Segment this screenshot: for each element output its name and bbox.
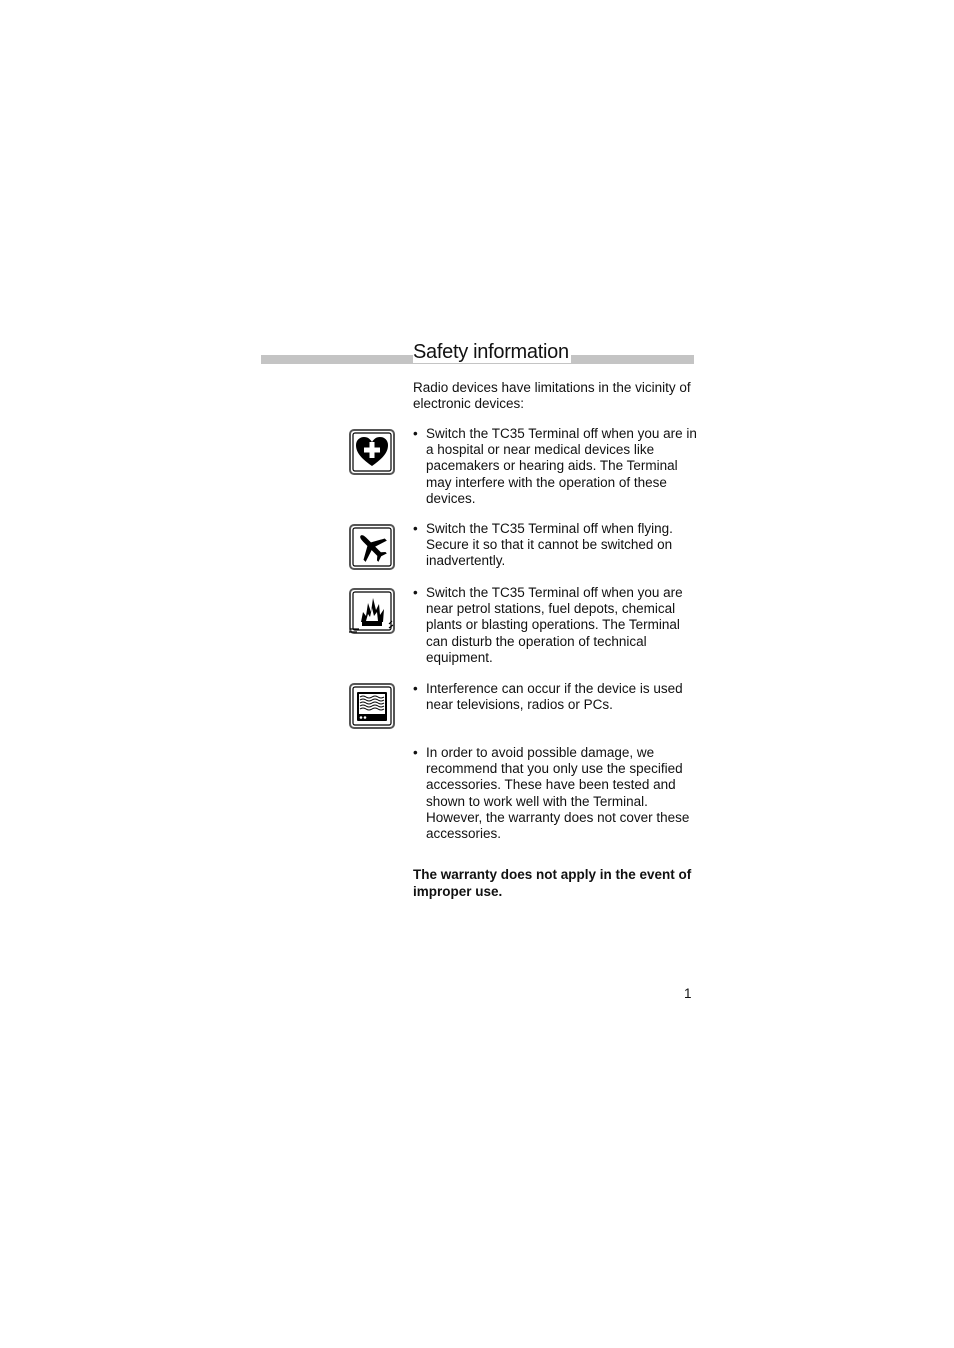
page-number: 1	[684, 986, 692, 1001]
page-title: Safety information	[413, 341, 569, 363]
airplane-icon	[349, 524, 395, 570]
bullet-symbol: •	[413, 585, 418, 600]
television-icon	[349, 683, 395, 729]
list-item-text: Interference can occur if the device is used near televisions, radios or PCs.	[426, 681, 683, 713]
list-item	[413, 585, 698, 666]
medical-heart-icon	[349, 429, 395, 475]
intro-text: Radio devices have limitations in the vicinity of electronic devices:	[413, 380, 691, 412]
bullet-symbol: •	[413, 521, 418, 536]
list-item-text: Switch the TC35 Terminal off when flying. Secure it so that it cannot be switched on inadvertently.	[426, 521, 673, 569]
warranty-warning: The warranty does not apply in the event of improper use.	[413, 867, 692, 899]
bullet-symbol: •	[413, 681, 418, 696]
list-item	[413, 681, 698, 713]
list-item	[413, 745, 698, 842]
bullet-symbol: •	[413, 426, 418, 441]
list-item	[413, 426, 698, 507]
bullet-symbol: •	[413, 745, 418, 760]
list-item	[413, 521, 698, 570]
explosion-fire-icon	[349, 588, 395, 634]
list-item-text: Switch the TC35 Terminal off when you are near petrol stations, fuel depots, chemical plants or blasting operations. The Terminal can disturb the operation of technical equipment.	[426, 585, 683, 665]
list-item-text: In order to avoid possible damage, we recommend that you only use the specified accessories. These have been tested and shown to work well with the Terminal. However, the warranty does not cover these accessories.	[426, 745, 690, 842]
list-item-text: Switch the TC35 Terminal off when you are in a hospital or near medical devices like pacemakers or hearing aids. The Terminal may interfere with the operation of these devices.	[426, 426, 697, 506]
